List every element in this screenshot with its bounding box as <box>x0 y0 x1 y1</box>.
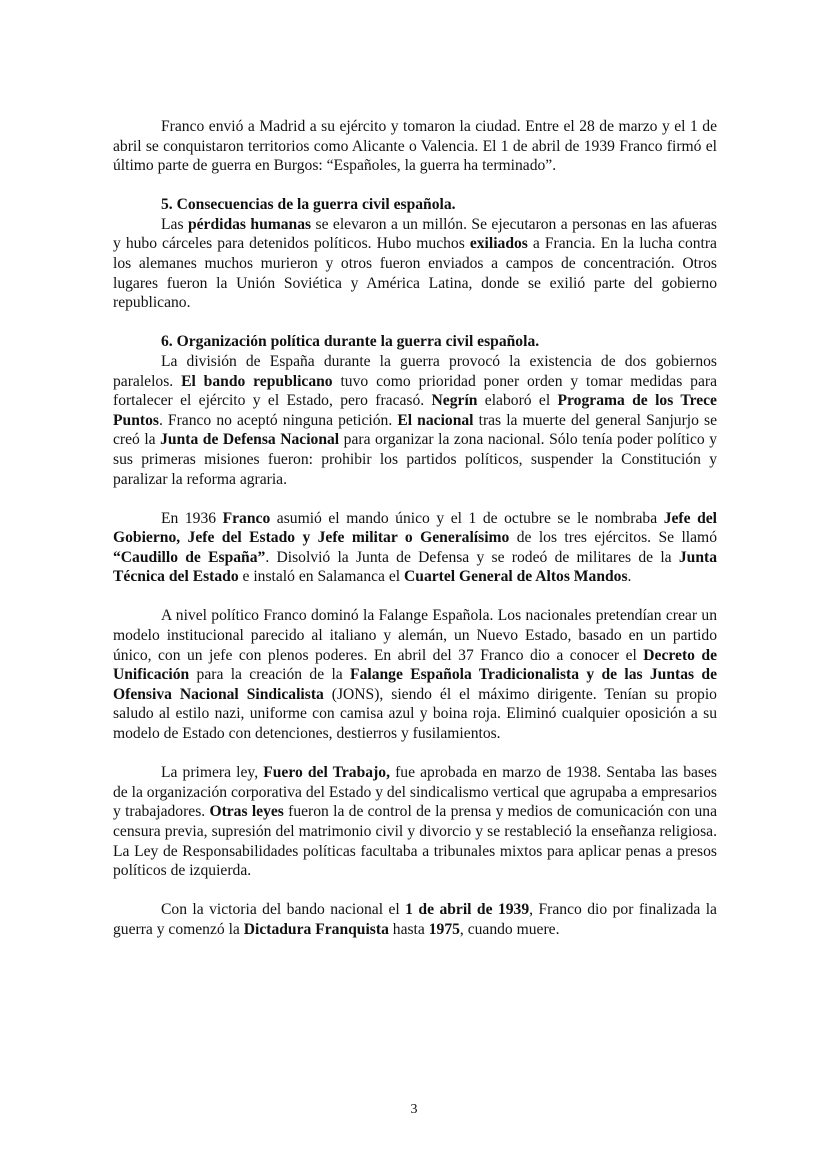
text-run: fue aprobada en marzo de 1938. Sentaba las bases de la organización corporativa del Estado y del sindicalismo vertical que agrupaba a empresarios y trabajadores. <box>113 764 717 821</box>
heading-organizacion-politica <box>113 332 717 352</box>
text-run: La división de España durante la guerra provocó la existencia de dos gobiernos paralelos. <box>113 352 717 390</box>
text-run: elaboró el <box>477 392 558 410</box>
document-page <box>113 117 717 939</box>
text-run: , Franco dio por finalizada la guerra y comenzó la <box>113 901 717 938</box>
bold-text: Dictadura Franquista <box>243 920 389 938</box>
text-run: hasta <box>388 920 429 938</box>
paragraph-falange <box>113 606 717 743</box>
bold-text: El bando republicano <box>181 372 333 390</box>
text-run: . Disolvió la Junta de Defensa y se rodeó de militares de la <box>265 548 679 566</box>
text-run: En 1936 <box>161 509 223 527</box>
bold-text: Junta Técnica del Estado <box>113 548 718 586</box>
bold-text: Decreto de Unificación <box>113 646 717 684</box>
paragraph-fuero-del-trabajo <box>113 763 717 881</box>
bold-text: Junta de Defensa Nacional <box>160 431 340 449</box>
paragraph-franco-mando-unico <box>113 509 717 587</box>
bold-text: Cuartel General de Altos Mandos <box>404 568 628 586</box>
bold-text: exiliados <box>469 235 528 253</box>
bold-text: “Caudillo de España” <box>113 548 266 566</box>
text-run: para la creación de la <box>189 666 351 684</box>
text-run: se elevaron a un millón. Se ejecutaron a personas en las afueras y hubo cárceles para detenidos políticos. Hubo muchos <box>113 215 717 253</box>
page-number: 3 <box>410 1102 418 1117</box>
text-run: de los tres ejércitos. Se llamó <box>509 529 717 547</box>
paragraph-franco-madrid <box>113 117 717 176</box>
bold-text: pérdidas humanas <box>187 215 312 233</box>
bold-text: Programa de los Trece Puntos <box>113 392 717 429</box>
text-run: La primera ley, <box>161 764 264 782</box>
text-run: (JONS), siendo él el máximo dirigente. Tenían su propio saludo al estilo nazi, uniforme con camisa azul y boina roja. Eliminó cualquier oposición a su modelo de Estado con detenciones, destierros y fusilamientos. <box>113 685 717 743</box>
text-run: tuvo como prioridad poner orden y tomar medidas para fortalecer el ejército y el Estado, pero fracasó. <box>113 372 717 410</box>
text-run: Franco envió a Madrid a su ejército y tomaron la ciudad. Entre el 28 de marzo y el 1 de abril se conquistaron territorios como Alicante o Valencia. El 1 de abril de 1939 Franco firmó el último parte de guerra en Burgos: “Españoles, la guerra ha terminado”. <box>113 118 717 175</box>
text-run: 6. Organización política durante la guerra civil española. <box>161 333 540 351</box>
text-run: . <box>627 568 632 586</box>
text-run: asumió el mando único y el 1 de octubre se le nombraba <box>270 509 664 527</box>
bold-text: Jefe del Gobierno, Jefe del Estado y Jefe militar o Generalísimo <box>113 509 717 547</box>
paragraph-victoria-nacional <box>113 900 717 939</box>
text-run: fueron la de control de la prensa y medios de comunicación con una censura previa, supresión del matrimonio civil y divorcio y se restableció la enseñanza religiosa. La Ley de Responsabilidades políticas facultaba a tribunales mixtos para aplicar penas a presos políticos de izquierda. <box>113 803 717 880</box>
text-run: Con la victoria del bando nacional el <box>161 901 406 919</box>
bold-text: Otras leyes <box>209 803 284 821</box>
bold-text: 1975 <box>428 920 460 938</box>
paragraph-consecuencias <box>113 215 717 313</box>
text-run: . Franco no aceptó ninguna petición. <box>158 411 398 429</box>
text-run: 5. Consecuencias de la guerra civil española. <box>161 196 456 214</box>
text-run: tras la muerte del general Sanjurjo se creó la <box>113 411 717 449</box>
text-run: e instaló en Salamanca el <box>238 568 405 586</box>
bold-text: Falange Española Tradicionalista y de las Juntas de Ofensiva Nacional Sindicalista <box>113 666 717 703</box>
bold-text: Franco <box>222 509 271 527</box>
heading-consecuencias <box>113 195 717 215</box>
text-run: A nivel político Franco dominó la Falange Española. Los nacionales pretendían crear un modelo institucional parecido al italiano y alemán, un Nuevo Estado, basado en un partido único, con un jefe con plenos poderes. En abril del 37 Franco dio a conocer el <box>113 607 717 664</box>
text-run: a Francia. En la lucha contra los alemanes muchos murieron y otros fueron enviados a campos de concentración. Otros lugares fueron la Unión Soviética y América Latina, donde se exilió parte del gobierno republicano. <box>113 235 717 312</box>
bold-text: Negrín <box>431 392 478 410</box>
bold-text: El nacional <box>397 411 474 429</box>
bold-text: Fuero del Trabajo, <box>263 764 390 782</box>
text-run: Las <box>161 215 188 233</box>
paragraph-division-espana <box>113 352 717 489</box>
text-run: para organizar la zona nacional. Sólo tenía poder político y sus primeras misiones fueron: prohibir los partidos políticos, suspender la Constitución y paralizar la reforma agraria. <box>113 431 717 488</box>
text-run: , cuando muere. <box>459 920 560 938</box>
bold-text: 1 de abril de 1939 <box>405 901 530 919</box>
